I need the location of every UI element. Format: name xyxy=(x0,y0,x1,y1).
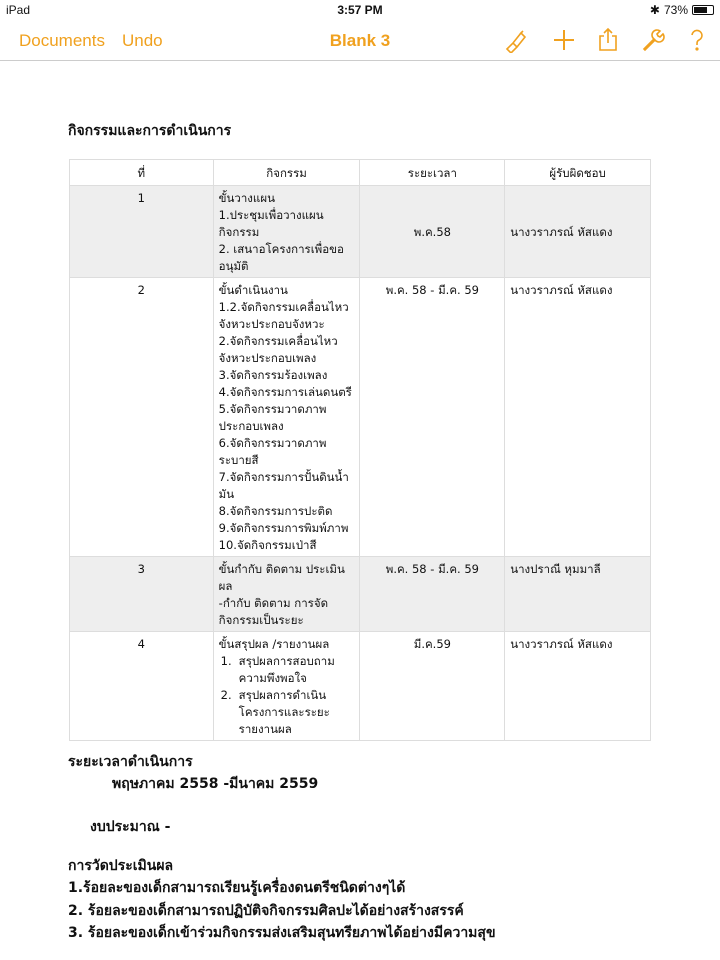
toolbar xyxy=(0,20,720,61)
undo-button[interactable]: Undo xyxy=(122,31,163,50)
header-no: ที่ xyxy=(70,160,214,186)
list-number: 1. xyxy=(220,654,232,668)
header-owner: ผู้รับผิดชอบ xyxy=(505,160,651,186)
evaluation-item: 3. ร้อยละของเด็กเข้าร่วมกิจกรรมส่งเสริมสุนทรียภาพได้อย่างมีความสุข xyxy=(68,925,496,941)
activity-line: 10.จัดกิจกรรมเป่าสี xyxy=(218,538,317,552)
row-period: พ.ค. 58 - มี.ค. 59 xyxy=(360,278,505,557)
table-row xyxy=(70,632,651,741)
activity-line: ระบายสี xyxy=(218,453,259,467)
activity-line: 2. เสนาอโครงการเพื่อขอ xyxy=(218,242,344,256)
clock: 3:57 PM xyxy=(337,3,383,17)
row-no: 2 xyxy=(70,278,214,557)
share-icon[interactable] xyxy=(595,27,621,53)
activity-list-item xyxy=(219,653,355,687)
wrench-icon[interactable] xyxy=(640,27,666,53)
activity-line: 6.จัดกิจกรรมวาดภาพ xyxy=(218,436,327,450)
activity-line: 1.2.จัดกิจกรรมเคลื่อนไหว xyxy=(218,300,349,314)
period-label: ระยะเวลาดำเนินการ xyxy=(68,754,193,770)
row-no: 3 xyxy=(70,557,214,632)
row-owner: นางปราณี หุมมาลี xyxy=(505,557,651,632)
list-text: สรุปผลการดำเนินโครงการและระยะรายงานผล xyxy=(238,688,330,736)
list-number: 2. xyxy=(220,688,232,702)
table-row xyxy=(70,186,651,278)
activity-line: 5.จัดกิจกรรมวาดภาพ xyxy=(218,402,327,416)
row-no: 1 xyxy=(70,186,214,278)
row-period: พ.ค.58 xyxy=(360,186,505,278)
row-period: พ.ค. 58 - มี.ค. 59 xyxy=(360,557,505,632)
header-period: ระยะเวลา xyxy=(360,160,505,186)
activity-line: ประกอบเพลง xyxy=(218,419,284,433)
documents-button[interactable]: Documents xyxy=(19,31,105,50)
activity-line: 8.จัดกิจกรรมการปะติด xyxy=(218,504,333,518)
activity-line: 3.จัดกิจกรรมร้องเพลง xyxy=(218,368,328,382)
activity-line: 4.จัดกิจกรรมการเล่นดนตรี xyxy=(218,385,352,399)
device-name: iPad xyxy=(6,3,31,17)
row-period: มี.ค.59 xyxy=(360,632,505,741)
activity-line: 1.ประชุมเพื่อวางแผน xyxy=(218,208,324,222)
activity-line: ขั้นกำกับ ติดตาม ประเมิน xyxy=(218,562,345,576)
list-text: สรุปผลการสอบถามความพึงพอใจ xyxy=(238,654,335,685)
activity-line: 9.จัดกิจกรรมการพิมพ์ภาพ xyxy=(218,521,349,535)
activities-table xyxy=(69,159,651,741)
row-activity xyxy=(213,557,360,632)
activity-line: จังหวะประกอบจังหวะ xyxy=(218,317,325,331)
activity-line: 7.จัดกิจกรรมการปั้นดินน้ำ xyxy=(218,470,349,484)
status-bar xyxy=(0,0,720,20)
row-owner: นางวราภรณ์ หัสแดง xyxy=(505,632,651,741)
row-activity xyxy=(213,278,360,557)
row-no: 4 xyxy=(70,632,214,741)
battery-icon xyxy=(692,5,714,15)
format-brush-icon[interactable] xyxy=(503,27,529,53)
activity-line: -กำกับ ติดตาม การจัด xyxy=(218,596,329,610)
activity-line: ขั้นดำเนินงาน xyxy=(218,283,288,297)
help-icon[interactable] xyxy=(684,27,710,53)
battery-percent: 73% xyxy=(663,3,688,17)
evaluation-item: 2. ร้อยละของเด็กสามารถปฏิบัติจกิจกรรมศิลปะได้อย่างสร้างสรรค์ xyxy=(68,903,464,919)
evaluation-label: การวัดประเมินผล xyxy=(68,858,174,874)
activity-line: ผล xyxy=(218,579,233,593)
table-row xyxy=(70,557,651,632)
plus-icon[interactable] xyxy=(551,27,577,53)
activity-line: มัน xyxy=(218,487,235,501)
header-activity: กิจกรรม xyxy=(213,160,360,186)
activity-line: กิจกรรมเป็นระยะ xyxy=(218,613,304,627)
activity-line: ขั้นสรุปผล /รายงานผล xyxy=(218,637,330,651)
table-header-row xyxy=(70,160,651,186)
row-activity xyxy=(213,632,360,741)
document-title: Blank 3 xyxy=(329,31,391,50)
row-activity xyxy=(213,186,360,278)
table-row xyxy=(70,278,651,557)
activity-line: กิจกรรม xyxy=(218,225,260,239)
evaluation-item: 1.ร้อยละของเด็กสามารถเรียนรู้เครื่องดนตรีชนิดต่างๆได้ xyxy=(68,880,406,896)
activity-line: 2.จัดกิจกรรมเคลื่อนไหว xyxy=(218,334,338,348)
bluetooth-icon: ✱ xyxy=(649,3,660,17)
row-owner: นางวราภรณ์ หัสแดง xyxy=(505,186,651,278)
period-value: พฤษภาคม 2558 -มีนาคม 2559 xyxy=(112,776,319,792)
activity-list-item xyxy=(219,687,355,738)
activity-line: ขั้นวางแผน xyxy=(218,191,275,205)
budget-line: งบประมาณ - xyxy=(90,819,171,835)
activity-line: จังหวะประกอบเพลง xyxy=(218,351,317,365)
row-owner: นางวราภรณ์ หัสแดง xyxy=(505,278,651,557)
section-heading: กิจกรรมและการดำเนินการ xyxy=(68,123,232,139)
activity-line: อนุมัติ xyxy=(218,259,249,273)
